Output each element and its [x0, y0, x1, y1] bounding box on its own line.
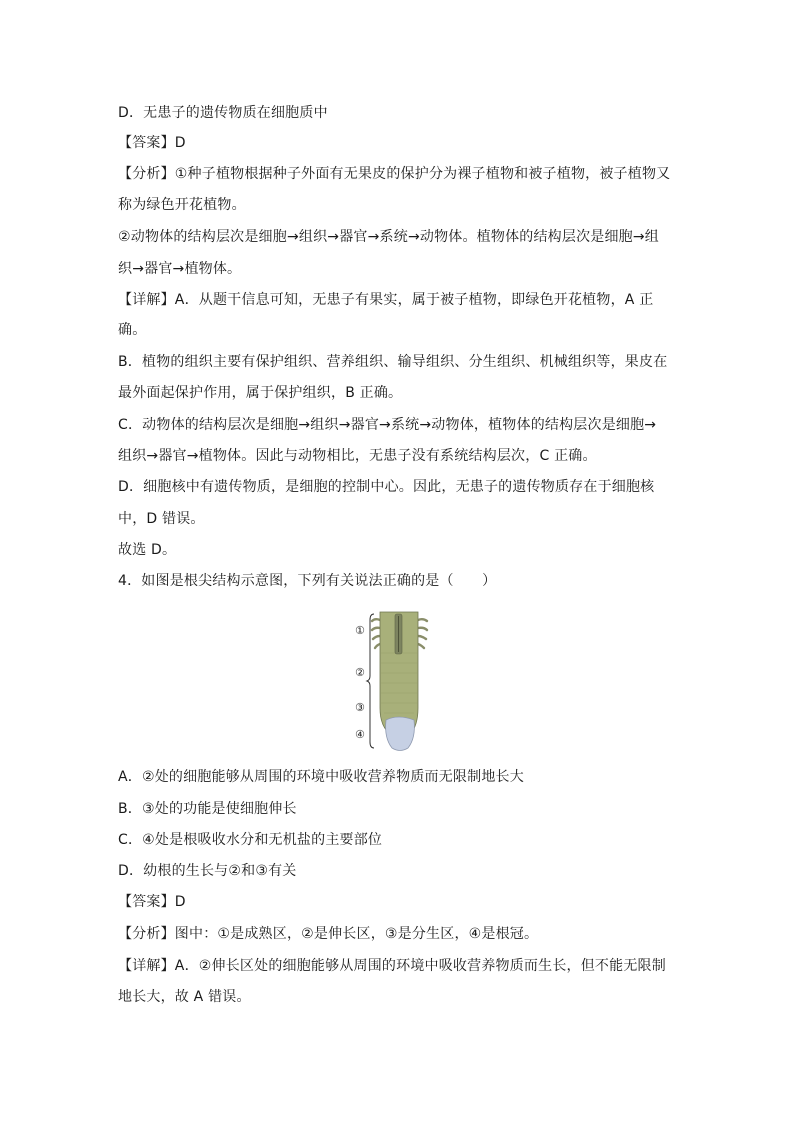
detail-line: 组织→器官→植物体。因此与动物相比，无患子没有系统结构层次，C 正确。 — [118, 448, 597, 464]
detail-line: B．植物的组织主要有保护组织、营养组织、输导组织、分生组织、机械组织等，果皮在 — [118, 354, 668, 370]
detail-line: C．动物体的结构层次是细胞→组织→器官→系统→动物体，植物体的结构层次是细胞→ — [118, 417, 657, 433]
root-cap — [386, 717, 415, 751]
option-d-line: D．无患子的遗传物质在细胞质中 — [118, 105, 328, 121]
question-4-line: 4．如图是根尖结构示意图，下列有关说法正确的是（ ） — [118, 573, 497, 589]
answer-line: 【答案】D — [118, 135, 186, 151]
option-c-line: C．④处是根吸收水分和无机盐的主要部位 — [118, 832, 383, 848]
analysis-line: 织→器官→植物体。 — [118, 261, 242, 277]
detail-line: 地长大，故 A 错误。 — [118, 989, 251, 1005]
detail-line: 确。 — [118, 322, 147, 338]
analysis-line: 【分析】图中：①是成熟区，②是伸长区，③是分生区，④是根冠。 — [118, 926, 539, 942]
detail-line: 最外面起保护作用，属于保护组织，B 正确。 — [118, 385, 403, 401]
analysis-line: ②动物体的结构层次是细胞→组织→器官→系统→动物体。植物体的结构层次是细胞→组 — [118, 229, 660, 245]
analysis-line: 称为绿色开花植物。 — [118, 197, 246, 213]
figure-label-1: ① — [355, 624, 365, 637]
answer-line: 【答案】D — [118, 894, 186, 910]
detail-line: 【详解】A．②伸长区处的细胞能够从周围的环境中吸收营养物质而生长，但不能无限制 — [118, 958, 666, 974]
root-tip-diagram — [350, 608, 450, 754]
option-d-line: D．幼根的生长与②和③有关 — [118, 863, 297, 879]
figure-label-2: ② — [355, 666, 365, 679]
figure-label-3: ③ — [355, 701, 365, 714]
conclusion-line: 故选 D。 — [118, 542, 177, 558]
option-a-line: A．②处的细胞能够从周围的环境中吸收营养物质而无限制地长大 — [118, 769, 524, 785]
figure-label-4: ④ — [355, 728, 365, 741]
analysis-line: 【分析】①种子植物根据种子外面有无果皮的保护分为裸子植物和被子植物，被子植物又 — [118, 166, 671, 182]
brace-bracket — [367, 614, 374, 748]
option-b-line: B．③处的功能是使细胞伸长 — [118, 801, 297, 817]
detail-line: D．细胞核中有遗传物质，是细胞的控制中心。因此，无患子的遗传物质存在于细胞核 — [118, 479, 655, 495]
detail-line: 中，D 错误。 — [118, 511, 205, 527]
detail-line: 【详解】A．从题干信息可知，无患子有果实，属于被子植物，即绿色开花植物，A 正 — [118, 292, 654, 308]
